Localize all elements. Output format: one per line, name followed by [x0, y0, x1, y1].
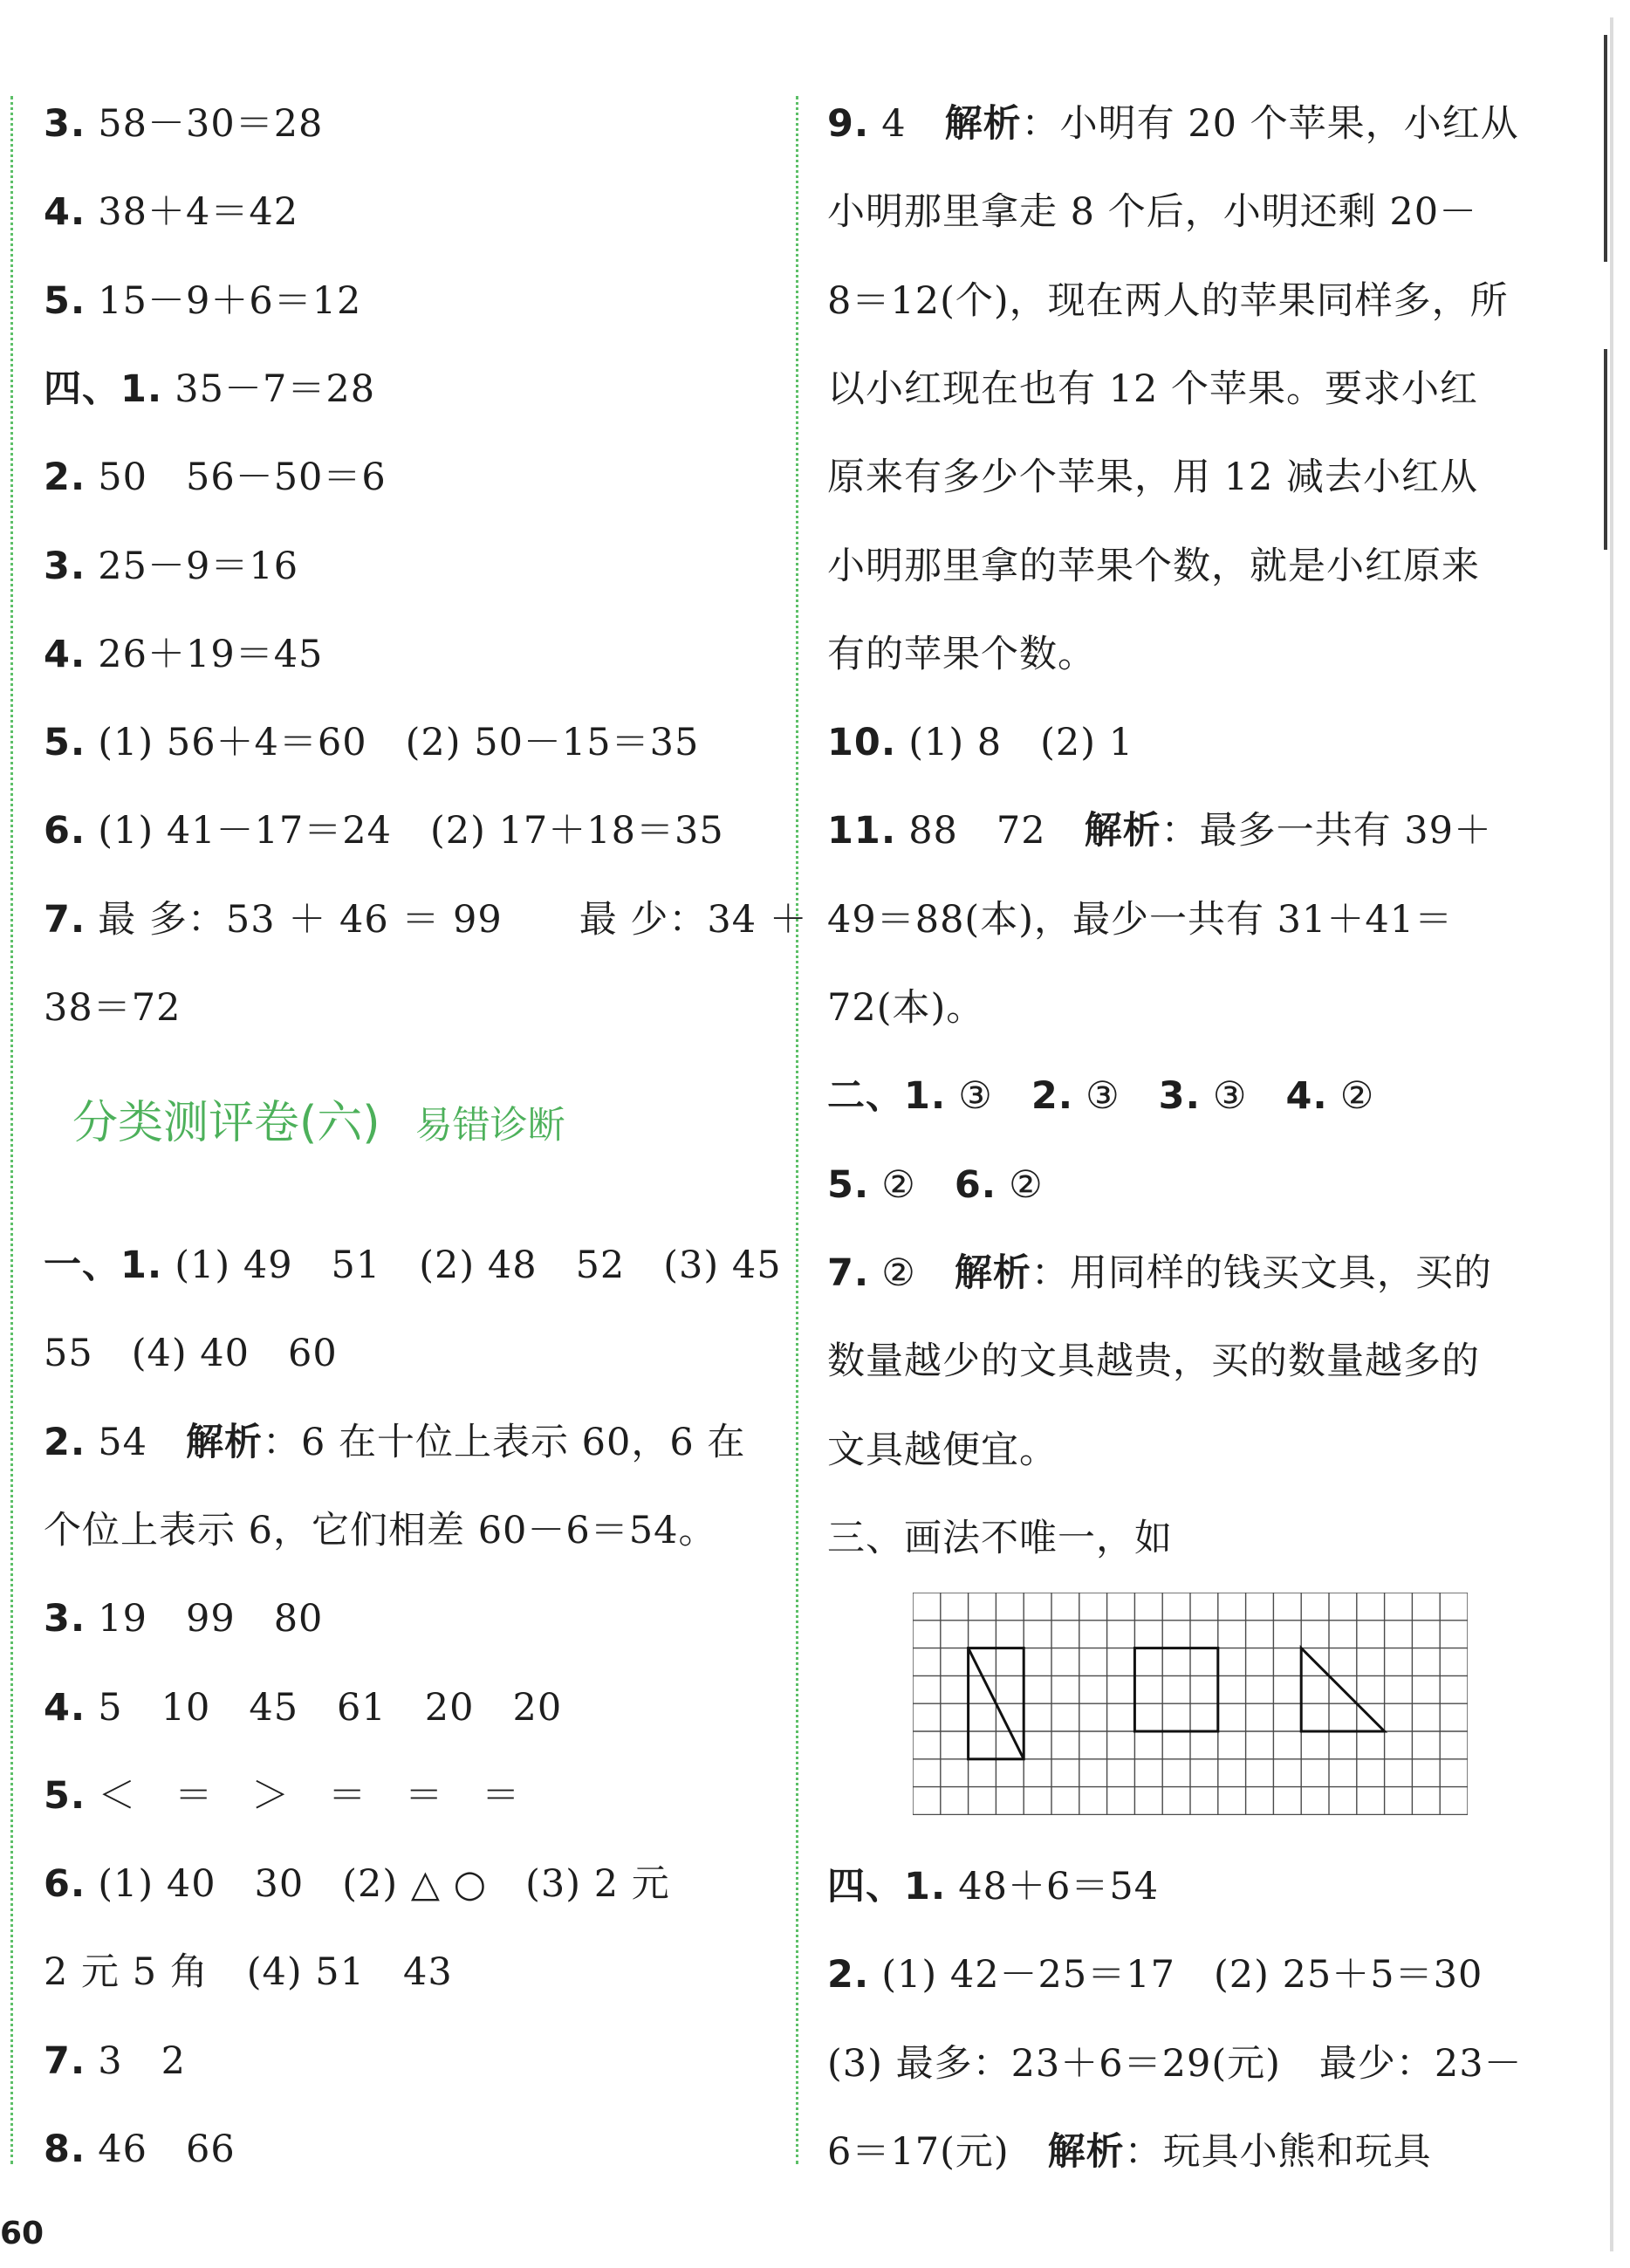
question-number: 6.	[44, 1862, 86, 1907]
center-divider	[796, 96, 798, 2164]
answer-line	[827, 540, 1480, 593]
page-number: 60	[0, 2216, 45, 2251]
answer-line	[827, 2126, 1432, 2178]
answer-line	[44, 540, 298, 593]
answer-line	[44, 1239, 782, 1292]
question-number: 10.	[827, 721, 897, 765]
question-number: 5.	[44, 278, 86, 323]
answer-text: 72(本)。	[827, 986, 985, 1030]
analysis-label: 解析	[1084, 809, 1161, 853]
question-number: 3.	[44, 544, 86, 588]
answer-text: 小明那里拿走 8 个后，小明还剩 20－	[827, 190, 1478, 235]
answer-text: 15－9＋6＝12	[98, 278, 362, 323]
answer-text: 5 10 45 61 20 20	[98, 1685, 563, 1730]
binding-mark-upper	[1604, 35, 1607, 262]
answer-text: 8＝12(个)，现在两人的苹果同样多，所	[827, 278, 1509, 323]
answer-text: 25－9＝16	[98, 544, 299, 588]
answer-line	[827, 1512, 1173, 1565]
answer-line	[44, 982, 181, 1034]
answer-text: (1) 42－25＝17 (2) 25＋5＝30	[881, 1953, 1483, 1997]
answer-line	[44, 363, 375, 415]
answer-line	[44, 716, 699, 769]
answer-line	[827, 982, 984, 1034]
analysis-label: 解析	[1047, 2129, 1125, 2174]
question-number: 四、1.	[827, 1865, 947, 1908]
answer-line	[44, 1858, 670, 1910]
question-number: 5.	[827, 1162, 870, 1207]
answer-text: 6＝17(元)	[827, 2129, 1048, 2174]
answer-text: (1) 40 30 (2) △ ○ (3) 2 元	[98, 1862, 670, 1907]
answer-line	[44, 628, 323, 681]
question-number: 8.	[44, 2128, 86, 2171]
answer-line	[827, 98, 1519, 150]
answer-text: ＜ ＝ ＞ ＝ ＝ ＝	[98, 1773, 521, 1818]
question-number: 4.	[44, 190, 86, 235]
answer-text: 49＝88(本)，最少一共有 31＋41＝	[827, 897, 1454, 942]
answer-line	[827, 628, 1096, 681]
question-number: 3.	[44, 1597, 86, 1641]
answer-line	[827, 2038, 1523, 2090]
answer-line	[827, 1070, 1374, 1122]
question-number: 4.	[1285, 1074, 1328, 1119]
answer-text: 38＝72	[44, 986, 181, 1030]
answer-text: ：玩具小熊和玩具	[1124, 2129, 1432, 2174]
answer-line	[827, 186, 1477, 238]
answer-line	[44, 1946, 453, 1998]
analysis-label: 解析	[944, 102, 1022, 146]
answer-line	[44, 186, 298, 238]
answer-line	[44, 275, 361, 327]
question-number: 6.	[44, 809, 86, 853]
answer-text: ：用同样的钱买文具，买的	[1031, 1250, 1492, 1295]
question-number: 4.	[44, 1685, 86, 1730]
answer-text: 2 元 5 角 (4) 51 43	[44, 1950, 453, 1995]
answer-text: 文具越便宜。	[827, 1428, 1058, 1472]
answer-line	[44, 894, 808, 946]
answer-text: 38＋4＝42	[98, 190, 299, 235]
answer-text: 54	[98, 1420, 186, 1464]
answer-line	[827, 1159, 1044, 1211]
answer-line	[827, 363, 1478, 415]
answer-text: 50 56－50＝6	[98, 456, 387, 500]
answer-text: ②	[881, 1250, 955, 1295]
question-number: 7.	[827, 1250, 870, 1295]
question-number: 3.	[1158, 1074, 1201, 1119]
answer-text: 46 66	[98, 2128, 236, 2171]
question-number: 二、1.	[827, 1074, 947, 1119]
answer-line	[44, 1327, 338, 1380]
question-number: 9.	[827, 102, 870, 146]
shape-square	[1134, 1648, 1217, 1731]
answer-line	[44, 1504, 716, 1557]
section-title-main: 分类测评卷(六)	[72, 1097, 380, 1149]
answer-text: 19 99 80	[98, 1597, 324, 1641]
question-number: 11.	[827, 809, 897, 853]
answer-text: ③	[958, 1074, 1031, 1119]
question-number: 7.	[44, 2038, 86, 2083]
answer-text: ②	[881, 1162, 955, 1207]
answer-line	[44, 805, 724, 857]
answer-line	[44, 2123, 236, 2175]
shape-triangle	[1301, 1648, 1384, 1731]
question-number: 7.	[44, 897, 86, 942]
answer-text: 个位上表示 6，它们相差 60－6＝54。	[44, 1508, 717, 1552]
answer-line	[827, 1424, 1058, 1477]
answer-line	[44, 1416, 745, 1469]
answer-text: ②	[1009, 1162, 1044, 1207]
answer-text: 小明那里拿的苹果个数，就是小红原来	[827, 544, 1480, 588]
answer-text: 4	[881, 102, 945, 146]
analysis-label: 解析	[954, 1250, 1031, 1295]
answer-text: 3 2	[98, 2038, 186, 2083]
answer-text: ②	[1339, 1074, 1375, 1119]
answer-text: ：小明有 20 个苹果，小红从	[1021, 102, 1519, 146]
answer-line	[827, 716, 1133, 769]
answer-text: (1) 56＋4＝60 (2) 50－15＝35	[98, 721, 700, 765]
answer-text: (1) 8 (2) 1	[908, 721, 1134, 765]
answer-line	[827, 1860, 1159, 1913]
binding-mark-lower	[1604, 349, 1607, 550]
answer-line	[44, 2035, 186, 2087]
question-number: 4.	[44, 632, 86, 676]
answer-text: 58－30＝28	[98, 102, 324, 146]
question-number: 3.	[44, 102, 86, 146]
answer-line	[827, 275, 1509, 327]
answer-line	[44, 1593, 323, 1645]
question-number: 5.	[44, 1773, 86, 1818]
answer-line	[827, 1949, 1483, 2001]
answer-line	[827, 805, 1492, 857]
answer-text: 数量越少的文具越贵，买的数量越多的	[827, 1340, 1480, 1384]
question-number: 2.	[44, 456, 86, 500]
question-number: 5.	[44, 721, 86, 765]
answer-line	[827, 451, 1478, 504]
question-number: 2.	[44, 1420, 86, 1464]
answer-text: ③	[1086, 1074, 1159, 1119]
section-title	[72, 1093, 565, 1156]
answer-text: 三、画法不唯一，如	[827, 1516, 1173, 1560]
left-divider	[10, 96, 13, 2164]
answer-line	[827, 894, 1453, 946]
answer-line	[44, 98, 323, 150]
answer-text: 以小红现在也有 12 个苹果。要求小红	[827, 367, 1479, 411]
question-number: 2.	[827, 1953, 870, 1997]
answer-text: 35－7＝28	[175, 367, 376, 411]
answer-text: 48＋6＝54	[958, 1865, 1160, 1908]
section-title-sub: 易错诊断	[414, 1104, 565, 1148]
analysis-label: 解析	[185, 1420, 263, 1464]
answer-text: (1) 49 51 (2) 48 52 (3) 45	[175, 1244, 782, 1287]
answer-text: 55 (4) 40 60	[44, 1332, 338, 1376]
grid-figure	[913, 1593, 1468, 1815]
question-number: 6.	[954, 1162, 997, 1207]
answer-text: 最 多：53 ＋ 46 ＝ 99 最 少：34 ＋	[98, 897, 808, 942]
answer-text: ：6 在十位上表示 60，6 在	[262, 1420, 746, 1464]
page-edge	[1610, 17, 1613, 2251]
answer-text: 26＋19＝45	[98, 632, 324, 676]
answer-text: (1) 41－17＝24 (2) 17＋18＝35	[98, 809, 724, 853]
question-number: 四、1.	[44, 367, 163, 411]
answer-line	[827, 1247, 1492, 1299]
answer-line	[44, 1770, 520, 1822]
question-number: 2.	[1031, 1074, 1074, 1119]
answer-text: 有的苹果个数。	[827, 632, 1096, 676]
answer-text: 88 72	[908, 809, 1085, 853]
answer-text: 原来有多少个苹果，用 12 减去小红从	[827, 456, 1479, 500]
answer-text: ：最多一共有 39＋	[1161, 809, 1493, 853]
answer-text: ③	[1212, 1074, 1286, 1119]
answer-line	[44, 451, 387, 504]
answer-line	[827, 1335, 1480, 1388]
answer-text: (3) 最多：23＋6＝29(元) 最少：23－	[827, 2041, 1523, 2086]
question-number: 一、1.	[44, 1244, 163, 1287]
answer-line	[44, 1682, 562, 1734]
